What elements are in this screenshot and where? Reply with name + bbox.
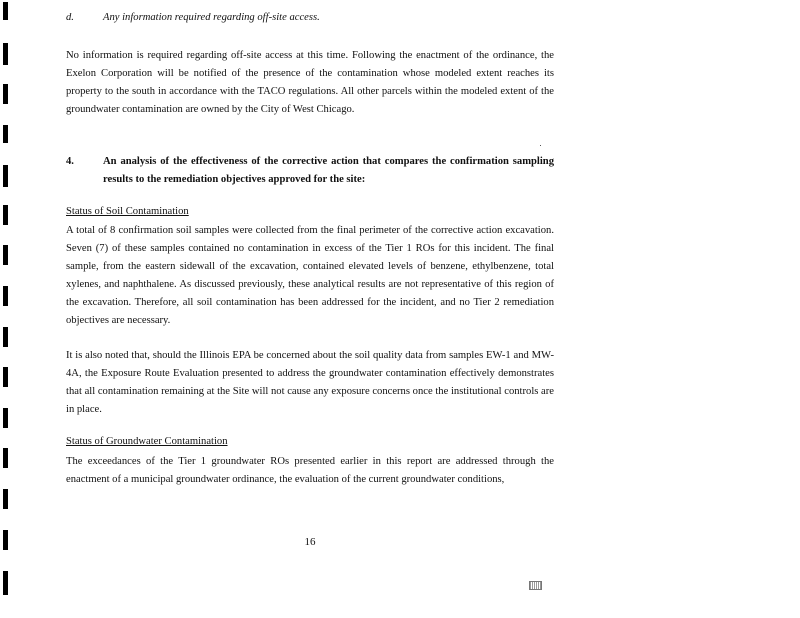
section-d-letter: d. — [66, 12, 74, 23]
groundwater-contamination-paragraph: The exceedances of the Tier 1 groundwater ROs presented earlier in this report are addressed through the enactment of a municipal groundwater ordinance, the evaluation of the current groundwater conditions, — [66, 456, 554, 485]
soil-contamination-heading: Status of Soil Contamination — [66, 206, 189, 217]
section-d-title: Any information required regarding off-site access. — [103, 12, 320, 23]
page-number-text: 16 — [304, 536, 316, 548]
exposure-route-paragraph: It is also noted that, should the Illinois EPA be concerned about the soil quality data from samples EW-1 and MW-4A, the Exposure Route Evaluation presented to address the groundwater contamination effectively demonstrates that all contamination remaining at the Site will not cause any exposure concerns once the institutional controls are in place. — [66, 350, 554, 415]
groundwater-contamination-heading: Status of Groundwater Contamination — [66, 436, 228, 447]
paragraph-offsite-access: No information is required regarding off-site access at this time. Following the enactment of the ordinance, the Exelon Corporation will be notified of the presence of the contamination whose modeled extent reaches its property to the south in accordance with the TACO regulations. All other parcels within the modeled extent of the groundwater contamination are owned by the City of West Chicago. — [66, 50, 554, 115]
scan-speck — [540, 145, 541, 146]
page-number — [302, 536, 318, 548]
section-4-title: An analysis of the effectiveness of the corrective action that compares the confirmation sampling results to the remediation objectives approved for the site: — [103, 156, 554, 185]
section-d-heading — [66, 12, 320, 23]
section-4-heading — [66, 153, 554, 189]
section-4-number: 4. — [66, 156, 74, 167]
scan-stamp-mark — [529, 581, 542, 590]
scan-edge-marks — [3, 0, 11, 618]
soil-contamination-paragraph: A total of 8 confirmation soil samples were collected from the final perimeter of the corrective action excavation. Seven (7) of these samples contained no contamination in excess of the Tier 1 ROs for this incident. The final sample, from the eastern sidewall of the excavation, contained elevated levels of benzene, ethylbenzene, total xylenes, and naphthalene. As discussed previously, these analytical results are not representative of this region of the excavation. Therefore, all soil contamination has been addressed for the incident, and no Tier 2 remediation objectives are necessary. — [66, 225, 554, 326]
